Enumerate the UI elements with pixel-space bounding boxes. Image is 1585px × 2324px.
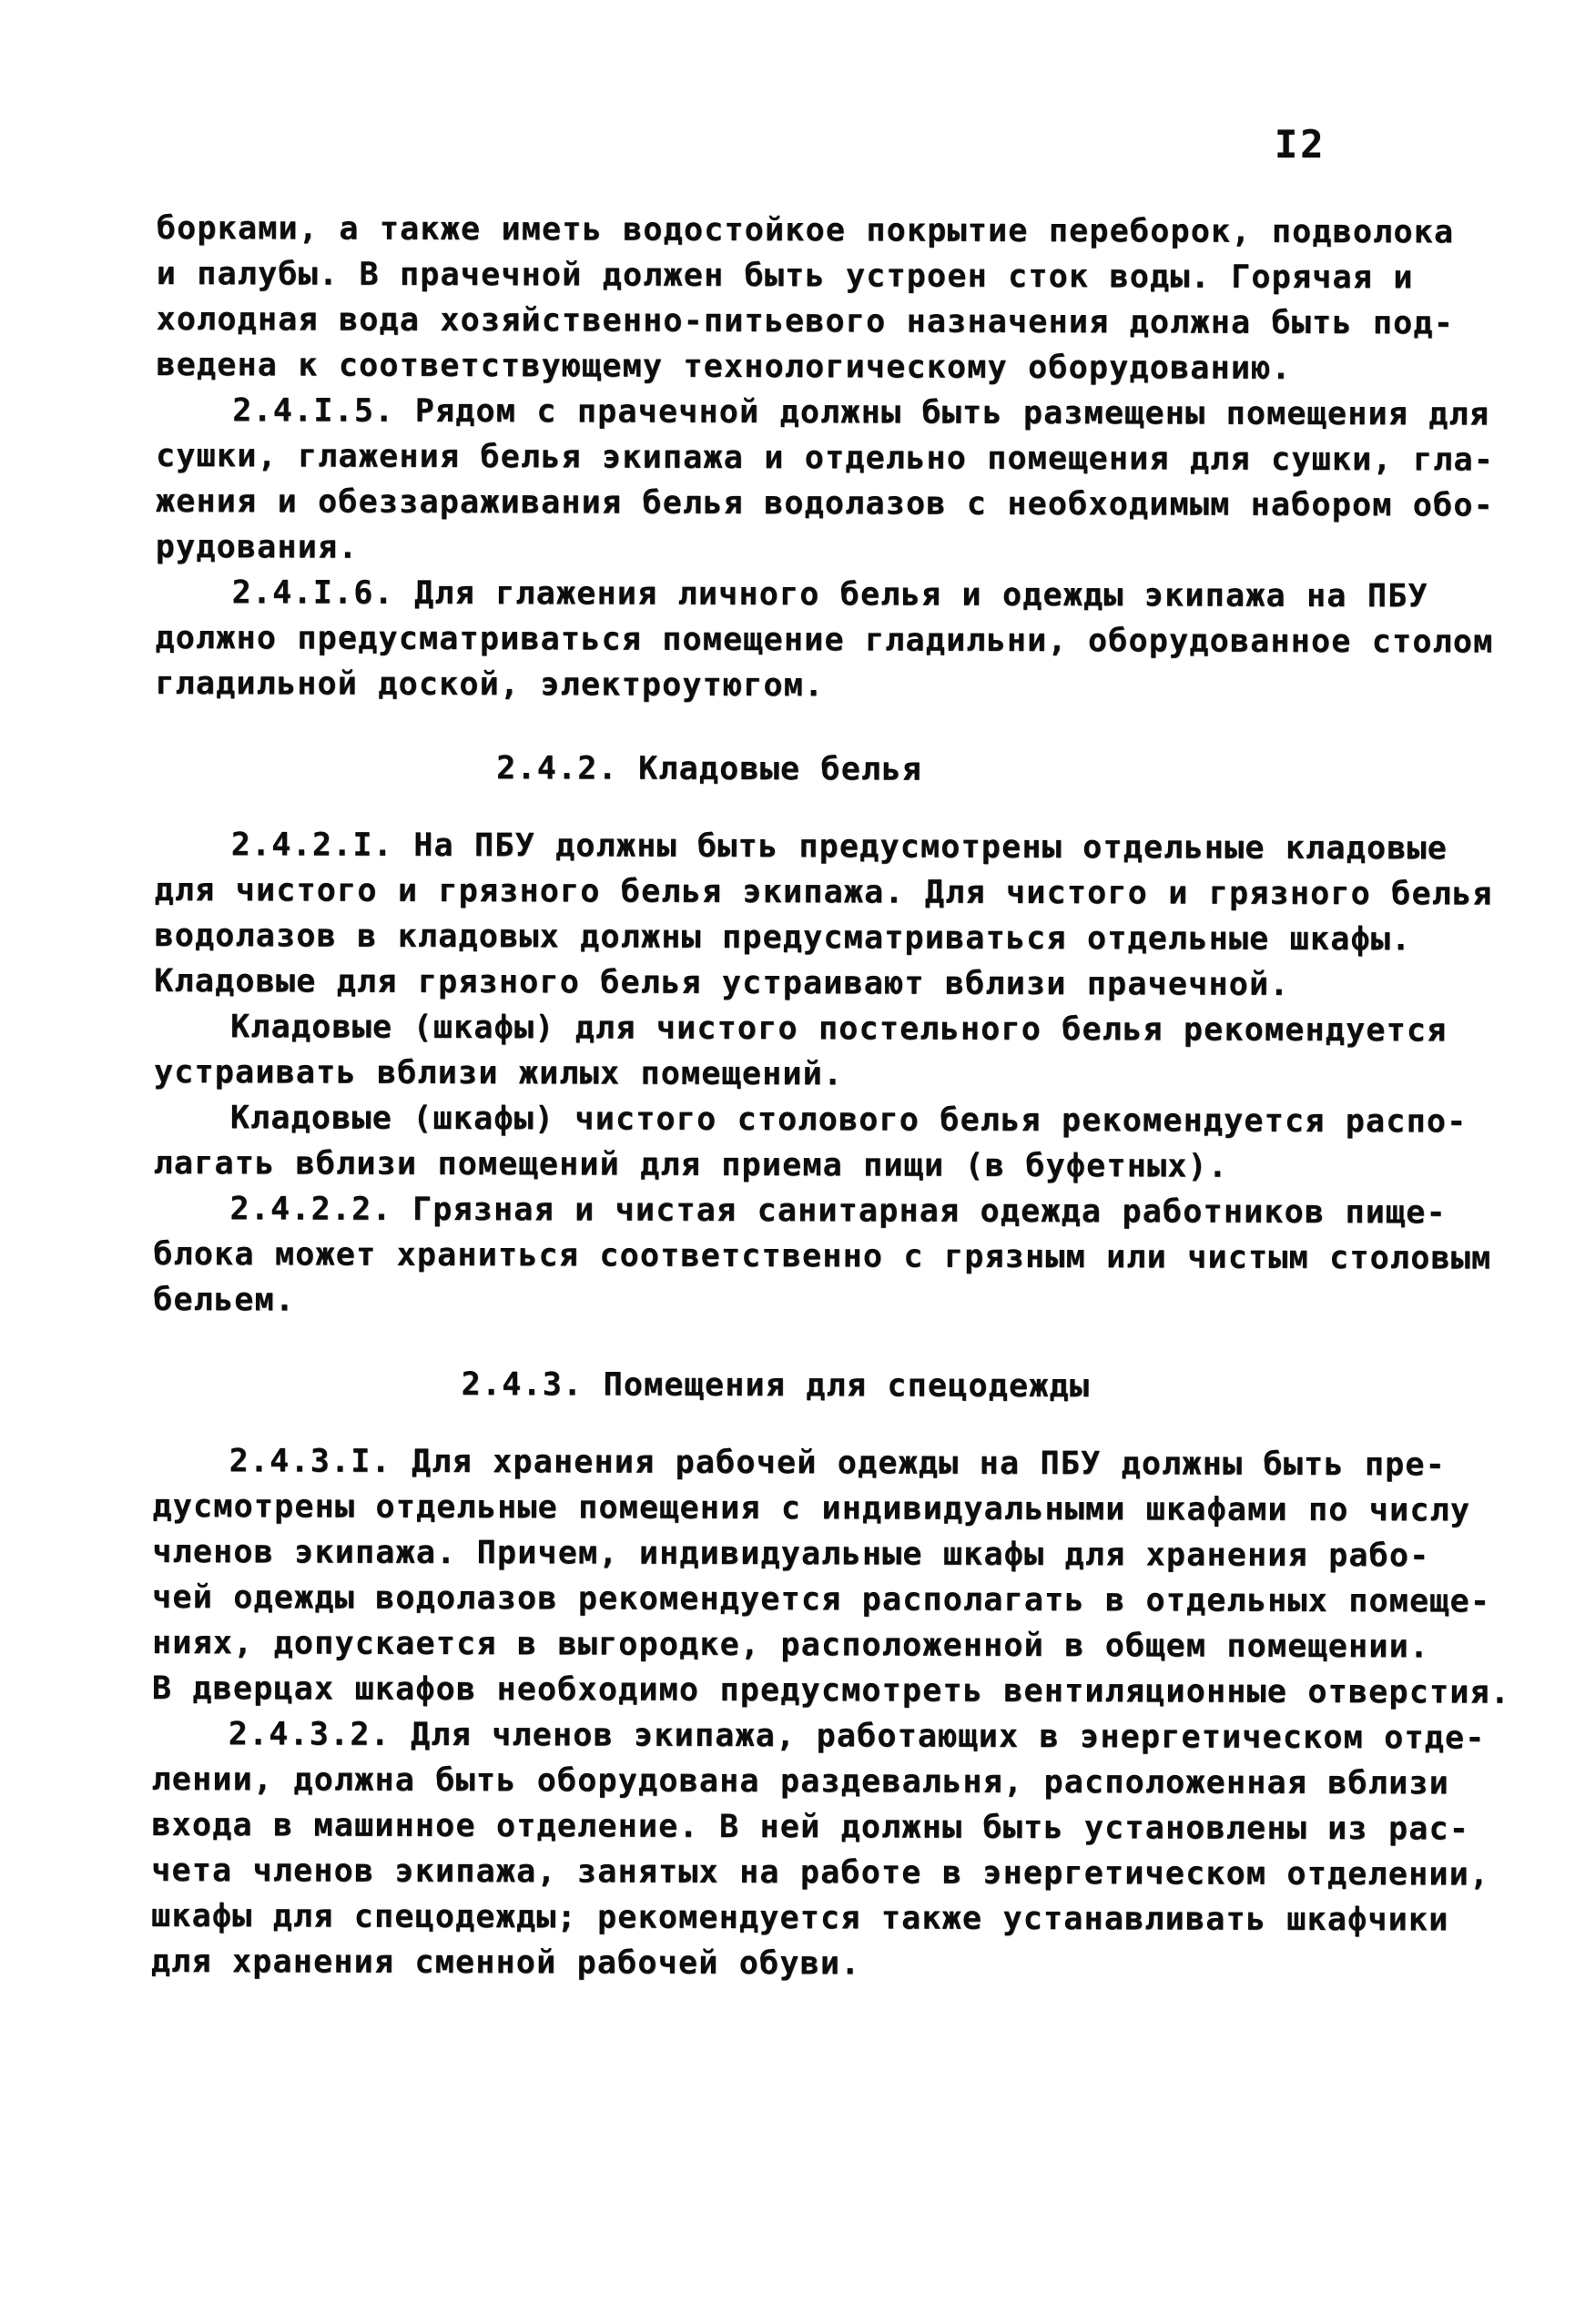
text-line: рудования. <box>155 528 359 566</box>
text-line: чей одежды водолазов рекомендуется располагать в отдельных помеще- <box>152 1578 1491 1620</box>
paragraph <box>154 1095 1490 1191</box>
text-line: 2.4.3.2. Для членов экипажа, работающих в энергетическом отде- <box>228 1716 1486 1757</box>
text-line: В дверцах шкафов необходимо предусмотреть вентиляционные отверстия. <box>151 1669 1511 1711</box>
paragraph <box>156 206 1493 392</box>
text-line: 2.4.I.6. Для глажения личного белья и одежды экипажа на ПБУ <box>231 574 1428 615</box>
document-body <box>150 206 1511 1989</box>
text-line: дусмотрены отдельные помещения с индивидуальными шкафами по числу <box>152 1487 1471 1529</box>
text-line: 2.4.2.I. На ПБУ должны быть предусмотрены отдельные кладовые <box>230 827 1448 868</box>
text-line: ниях, допускается в выгородке, расположенной в общем помещении. <box>151 1624 1430 1666</box>
section-heading: 2.4.3. Помещения для спецодежды <box>461 1366 1091 1406</box>
text-line: борками, а также иметь водостойкое покрытие переборок, подволока <box>156 209 1455 251</box>
section-heading: 2.4.2. Кладовые белья <box>496 750 922 788</box>
text-line: 2.4.2.2. Грязная и чистая санитарная одежда работников пище- <box>229 1191 1447 1232</box>
text-line: сушки, глажения белья экипажа и отдельно помещения для сушки, гла- <box>156 437 1495 479</box>
text-line: ведена к соответствующему технологическому оборудованию. <box>156 346 1292 387</box>
text-line: лагать вблизи помещений для приема пищи (в буфетных). <box>153 1144 1229 1185</box>
page-number: I2 <box>1275 122 1326 167</box>
text-line: Кладовые для грязного белья устраивают вблизи прачечной. <box>154 962 1290 1003</box>
paragraph <box>151 1711 1488 1989</box>
text-line: устраивать вблизи жилых помещений. <box>153 1053 844 1093</box>
text-line: жения и обеззараживания белья водолазов с необходимым набором обо- <box>155 482 1494 524</box>
text-line: шкафы для спецодежды; рекомендуется также устанавливать шкафчики <box>151 1897 1449 1939</box>
text-line: для чистого и грязного белья экипажа. Для чистого и грязного белья <box>154 871 1493 913</box>
text-line: и палубы. В прачечной должен быть устроен сток воды. Горячая и <box>156 255 1414 297</box>
paragraph <box>154 1004 1490 1100</box>
paragraph <box>154 822 1491 1009</box>
text-line: Кладовые (шкафы) чистого столового белья рекомендуется распо- <box>229 1100 1468 1141</box>
paragraph <box>155 570 1494 711</box>
text-line: холодная вода хозяйственно-питьевого назначения должна быть под- <box>156 300 1455 342</box>
paragraph <box>156 388 1493 574</box>
text-line: лении, должна быть оборудована раздевальня, расположенная вблизи <box>151 1761 1450 1802</box>
text-line: бельем. <box>153 1281 296 1319</box>
text-line: блока может храниться соответственно с грязным или чистым столовым <box>153 1235 1492 1277</box>
text-line: входа в машинное отделение. В ней должны быть установлены из рас- <box>151 1806 1470 1848</box>
text-line: для хранения сменной рабочей обуви. <box>150 1943 861 1983</box>
paragraph <box>153 1186 1492 1327</box>
text-line: должно предусматриваться помещение гладильни, оборудованное столом <box>155 619 1494 661</box>
text-line: 2.4.I.5. Рядом с прачечной должны быть размещены помещения для <box>232 392 1490 433</box>
text-line: гладильной доской, электроутюгом. <box>155 665 825 705</box>
text-line: водолазов в кладовых должны предусматриваться отдельные шкафы. <box>154 917 1412 959</box>
text-line: 2.4.3.I. Для хранения рабочей одежды на ПБУ должны быть пре- <box>229 1443 1447 1484</box>
paragraph <box>151 1438 1511 1716</box>
text-line: чета членов экипажа, занятых на работе в энергетическом отделении, <box>151 1852 1490 1893</box>
text-line: членов экипажа. Причем, индивидуальные шкафы для хранения рабо- <box>152 1533 1430 1575</box>
text-line: Кладовые (шкафы) для чистого постельного белья рекомендуется <box>230 1009 1448 1050</box>
